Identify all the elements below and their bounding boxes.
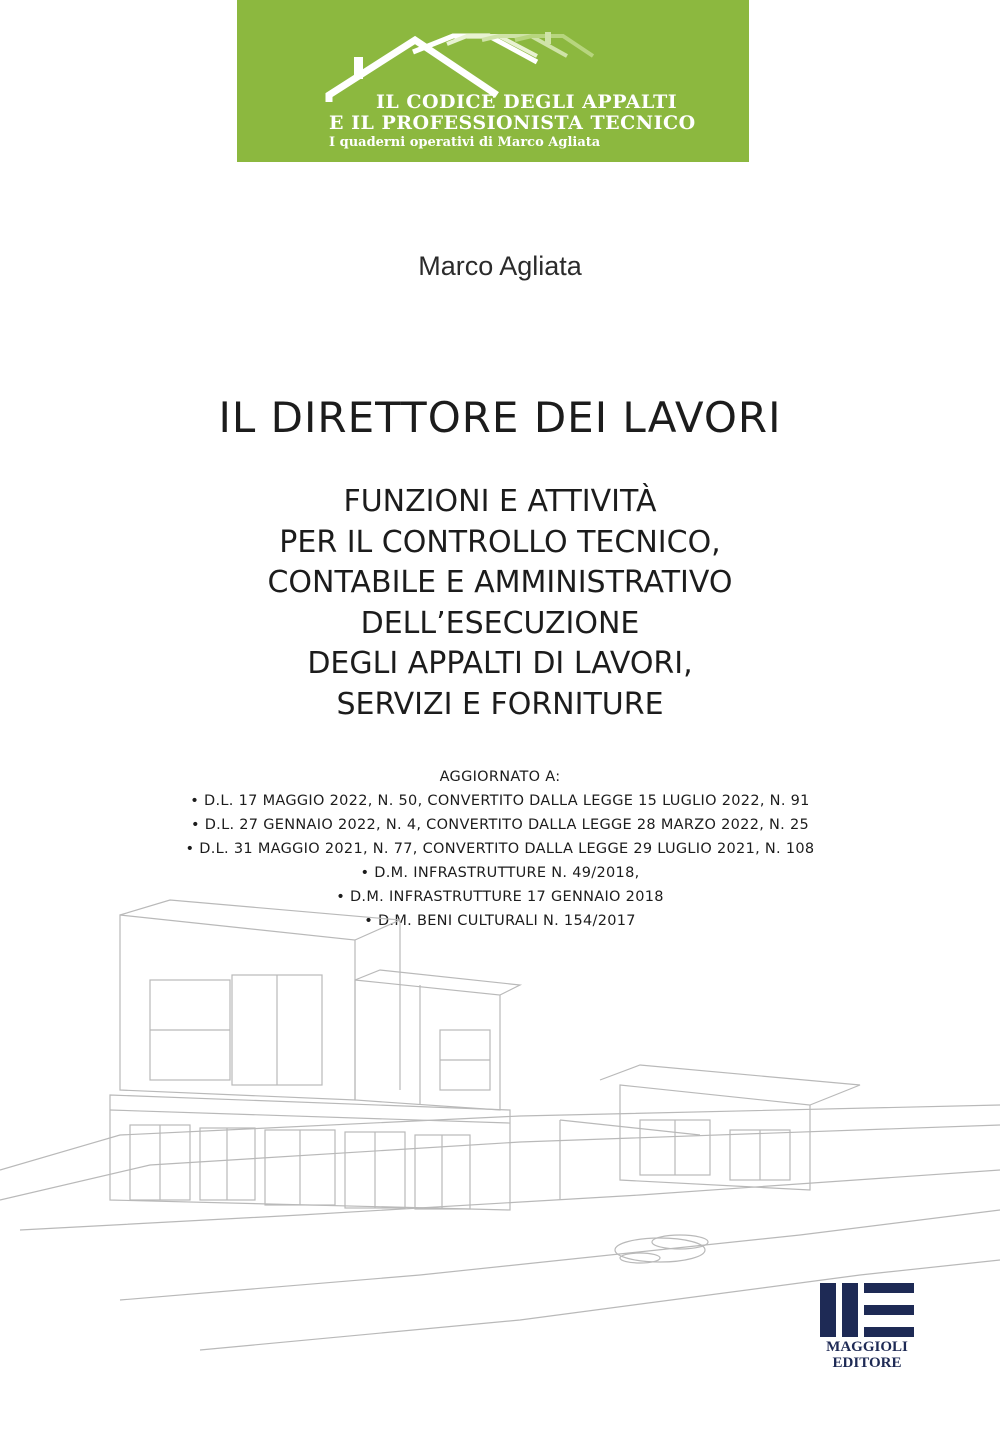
series-title-line2: E IL PROFESSIONISTA TECNICO	[329, 112, 696, 134]
publisher-label: EDITORE	[832, 1355, 902, 1371]
update-item: • D.M. BENI CULTURALI N. 154/2017	[364, 913, 636, 929]
updates-heading: AGGIORNATO A:	[439, 769, 561, 785]
book-subtitle	[0, 482, 1000, 726]
maggioli-m-logo-icon	[820, 1283, 914, 1337]
update-item: • D.L. 27 GENNAIO 2022, N. 4, CONVERTITO DALLA LEGGE 28 MARZO 2022, N. 25	[190, 817, 810, 833]
book-title: IL DIRETTORE DEI LAVORI	[218, 393, 782, 442]
subtitle-line: FUNZIONI E ATTIVITÀ	[343, 484, 657, 519]
subtitle-line: DEGLI APPALTI DI LAVORI,	[307, 646, 693, 682]
update-item: • D.M. INFRASTRUTTURE 17 GENNAIO 2018	[336, 889, 664, 905]
subtitle-line: DELL’ESECUZIONE	[360, 605, 640, 641]
update-item: • D.M. INFRASTRUTTURE N. 49/2018,	[360, 865, 640, 881]
update-item: • D.L. 17 MAGGIO 2022, N. 50, CONVERTITO DALLA LEGGE 15 LUGLIO 2022, N. 91	[190, 793, 810, 809]
subtitle-line: CONTABILE E AMMINISTRATIVO	[267, 565, 733, 601]
publisher-logo	[817, 1283, 917, 1393]
publisher-name: MAGGIOLI	[826, 1339, 908, 1355]
subtitle-line: SERVIZI E FORNITURE	[336, 686, 664, 722]
series-banner	[237, 0, 749, 162]
author-name: Marco Agliata	[418, 251, 582, 281]
update-item: • D.L. 31 MAGGIO 2021, N. 77, CONVERTITO DALLA LEGGE 29 LUGLIO 2021, N. 108	[185, 841, 815, 857]
series-title-line1: IL CODICE DEGLI APPALTI	[376, 91, 678, 113]
series-subtitle: I quaderni operativi di Marco Agliata	[329, 135, 601, 150]
subtitle-line: PER IL CONTROLLO TECNICO,	[279, 524, 721, 560]
